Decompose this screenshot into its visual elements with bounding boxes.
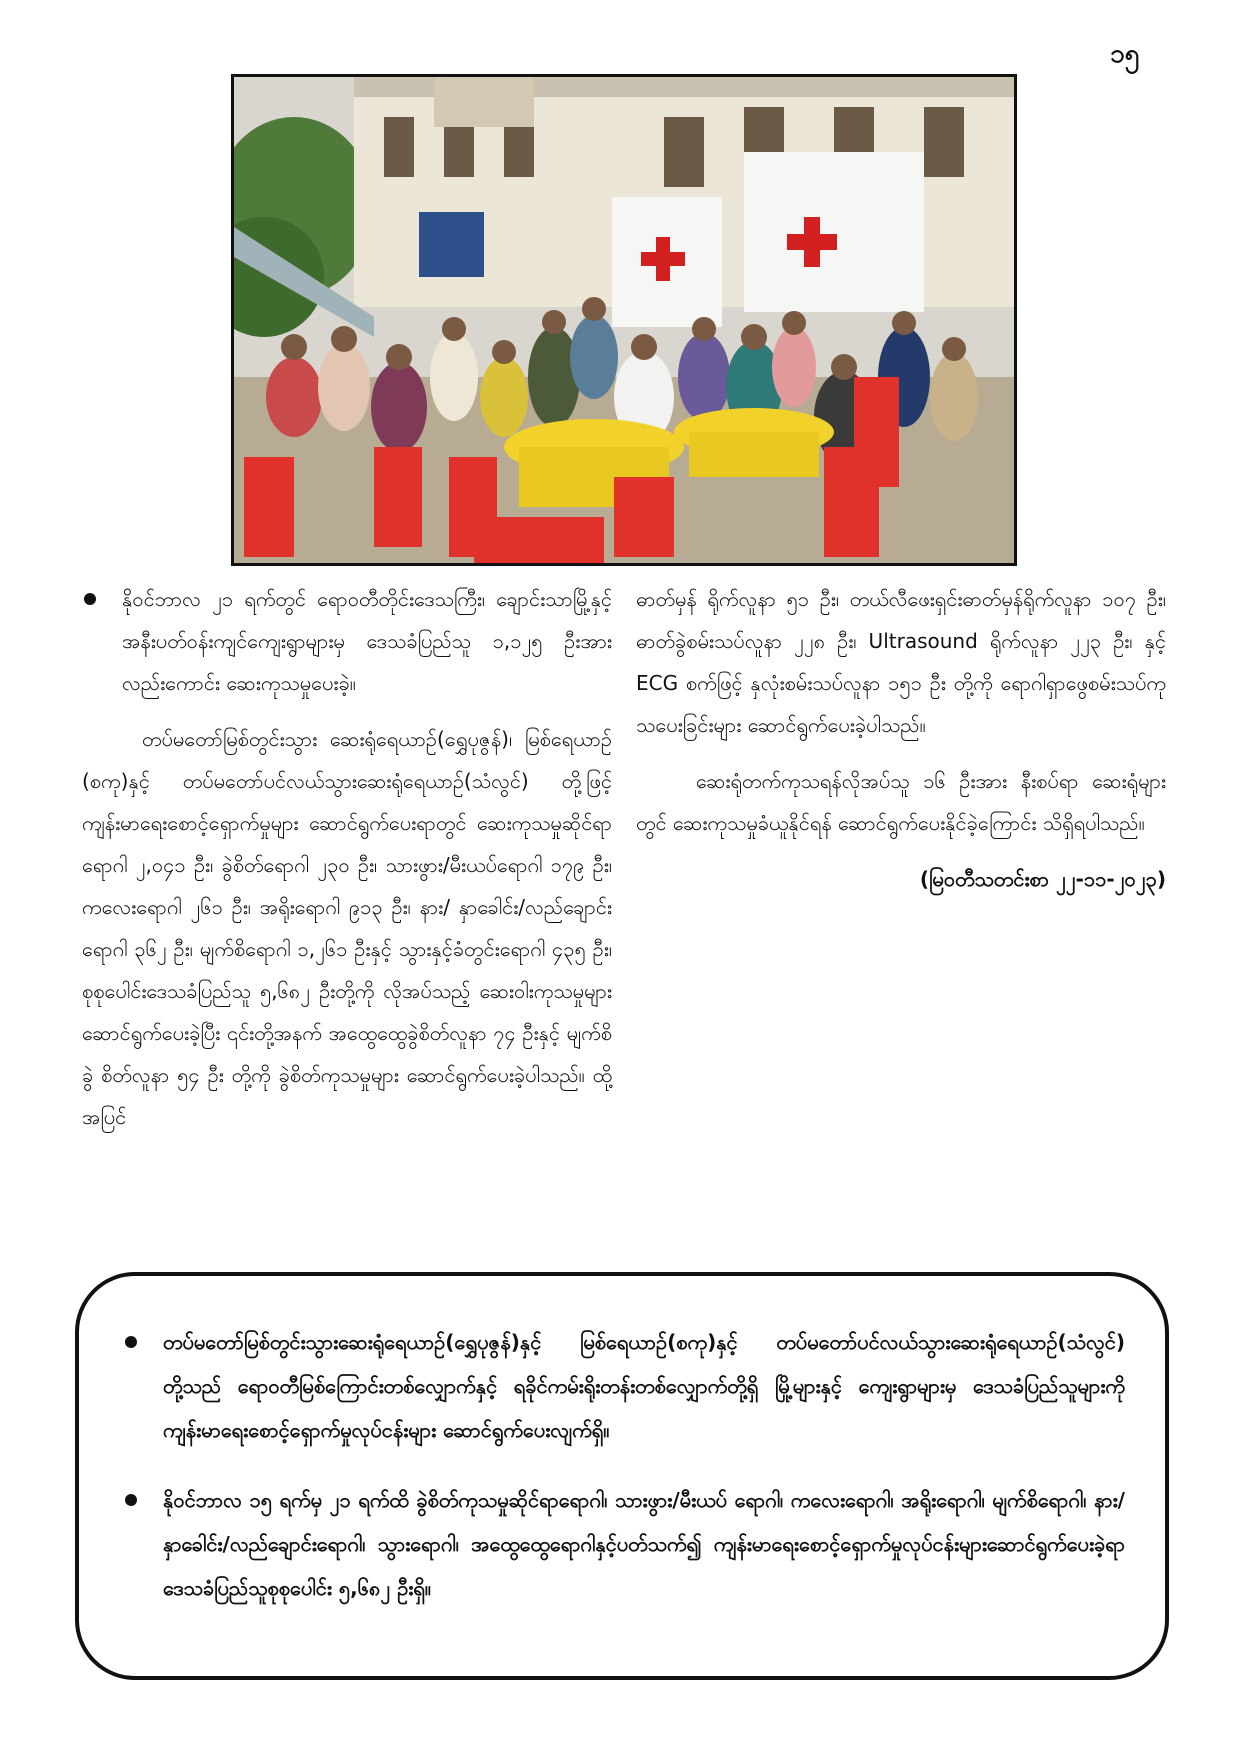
medical-camp-photo <box>231 74 1017 566</box>
page-number: ၁၅ <box>1110 39 1140 69</box>
summary-box <box>75 1272 1169 1680</box>
bullet-icon <box>125 1494 137 1506</box>
summary-item-text: နိုဝင်ဘာလ ၁၅ ရက်မှ ၂၁ ရက်ထိ ခွဲစိတ်ကုသမှုဆိုင်ရာရောဂါ၊ သားဖွား/မီးယပ် ရောဂါ၊ ကလေးရောဂါ၊ အရိုးရောဂါ၊ မျက်စိရောဂါ၊ နား/နှာခေါင်း/လည်ချောင်းရောဂါ၊ သွားရောဂါ၊ အထွေထွေရောဂါနှင့်ပတ်သက်၍ ကျန်းမာရေးစောင့်ရှောက်မှုလုပ်ငန်းများဆောင်ရွက်ပေးခဲ့ရာ ဒေသခံပြည်သူစုစုပေါင်း ၅,၆၈၂ ဦးရှိ။ <box>163 1488 1125 1600</box>
left-bullet-item <box>82 578 612 704</box>
left-column <box>82 578 612 1152</box>
right-column <box>636 578 1166 914</box>
left-paragraph: တပ်မတော်မြစ်တွင်းသွား ဆေးရုံရေယာဉ်(ရွှေပုဇွန်)၊ မြစ်ရေယာဉ် (စကု)နှင့် တပ်မတော်ပင်လယ်သွားဆေးရုံရေယာဉ်(သံလွင်) တို့ဖြင့် ကျန်းမာရေးစောင့်ရှောက်မှုများ ဆောင်ရွက်ပေးရာတွင် ဆေးကုသမှုဆိုင်ရာရောဂါ ၂,၀၄၁ ဦး၊ ခွဲစိတ်ရောဂါ ၂၃၀ ဦး၊ သားဖွား/မီးယပ်ရောဂါ ၁၇၉ ဦး၊ ကလေးရောဂါ ၂၆၁ ဦး၊ အရိုးရောဂါ ၉၁၃ ဦး၊ နား/ နှာခေါင်း/လည်ချောင်း ရောဂါ ၃၆၂ ဦး၊ မျက်စိရောဂါ ၁,၂၆၁ ဦးနှင့် သွားနှင့်ခံတွင်းရောဂါ ၄၃၅ ဦး၊ စုစုပေါင်းဒေသခံပြည်သူ ၅,၆၈၂ ဦးတို့ကို လိုအပ်သည့် ဆေးဝါးကုသမှုများ ဆောင်ရွက်ပေးခဲ့ပြီး ၎င်းတို့အနက် အထွေထွေခွဲစိတ်လူနာ ၇၄ ဦးနှင့် မျက်စိခွဲ စိတ်လူနာ ၅၄ ဦး တို့ကို ခွဲစိတ်ကုသမှုများ ဆောင်ရွက်ပေးခဲ့ပါသည်။ ထို့အပြင် <box>82 727 612 1129</box>
source-citation: (မြဝတီသတင်းစာ ၂၂-၁၁-၂၀၂၃) <box>919 867 1166 891</box>
summary-item-text: တပ်မတော်မြစ်တွင်းသွားဆေးရုံရေယာဉ်(ရွှေပုဇွန်)နှင့် မြစ်ရေယာဉ်(စကု)နှင့် တပ်မတော်ပင်လယ်သွားဆေးရုံရေယာဉ်(သံလွင်) တို့သည် ရောဝတီမြစ်ကြောင်းတစ်လျှောက်နှင့် ရခိုင်ကမ်းရိုးတန်းတစ်လျှောက်တို့ရှိ မြို့များနှင့် ကျေးရွာများမှ ဒေသခံပြည်သူများကို ကျန်းမာရေးစောင့်ရှောက်မှုလုပ်ငန်းများ ဆောင်ရွက်ပေးလျက်ရှိ။ <box>163 1330 1125 1442</box>
bullet-icon <box>84 593 96 605</box>
photo-medical-camp-icon <box>234 77 1014 563</box>
right-paragraph-1: ဓာတ်မှန် ရိုက်လူနာ ၅၁ ဦး၊ တယ်လီဖေးရှင်းဓာတ်မှန်ရိုက်လူနာ ၁၀၇ ဦး၊ ဓာတ်ခွဲစမ်းသပ်လူနာ ၂၂၈ ဦး၊ Ultrasound ရိုက်လူနာ ၂၂၃ ဦး၊ နှင့် ECG စက်ဖြင့် နှလုံးစမ်းသပ်လူနာ ၁၅၁ ဦး တို့ကို ရောဂါရှာဖွေစမ်းသပ်ကုသပေးခြင်းများ ဆောင်ရွက်ပေးခဲ့ပါသည်။ <box>636 587 1166 737</box>
left-bullet-text: နိုဝင်ဘာလ ၂၁ ရက်တွင် ရောဝတီတိုင်းဒေသကြီး၊ ချောင်းသာမြို့နှင့် အနီးပတ်ဝန်းကျင်ကျေးရွာများမှ ဒေသခံပြည်သူ ၁,၁၂၅ ဦးအားလည်းကောင်း ဆေးကုသမှုပေးခဲ့။ <box>122 587 612 695</box>
summary-item <box>119 1320 1125 1452</box>
bullet-icon <box>125 1336 137 1348</box>
right-paragraph-2: ဆေးရုံတက်ကုသရန်လိုအပ်သူ ၁၆ ဦးအား နီးစပ်ရာ ဆေးရုံများတွင် ဆေးကုသမှုခံယူနိုင်ရန် ဆောင်ရွက်ပေးနိုင်ခဲ့ကြောင်း သိရှိရပါသည်။ <box>636 769 1166 835</box>
summary-item <box>119 1478 1125 1610</box>
